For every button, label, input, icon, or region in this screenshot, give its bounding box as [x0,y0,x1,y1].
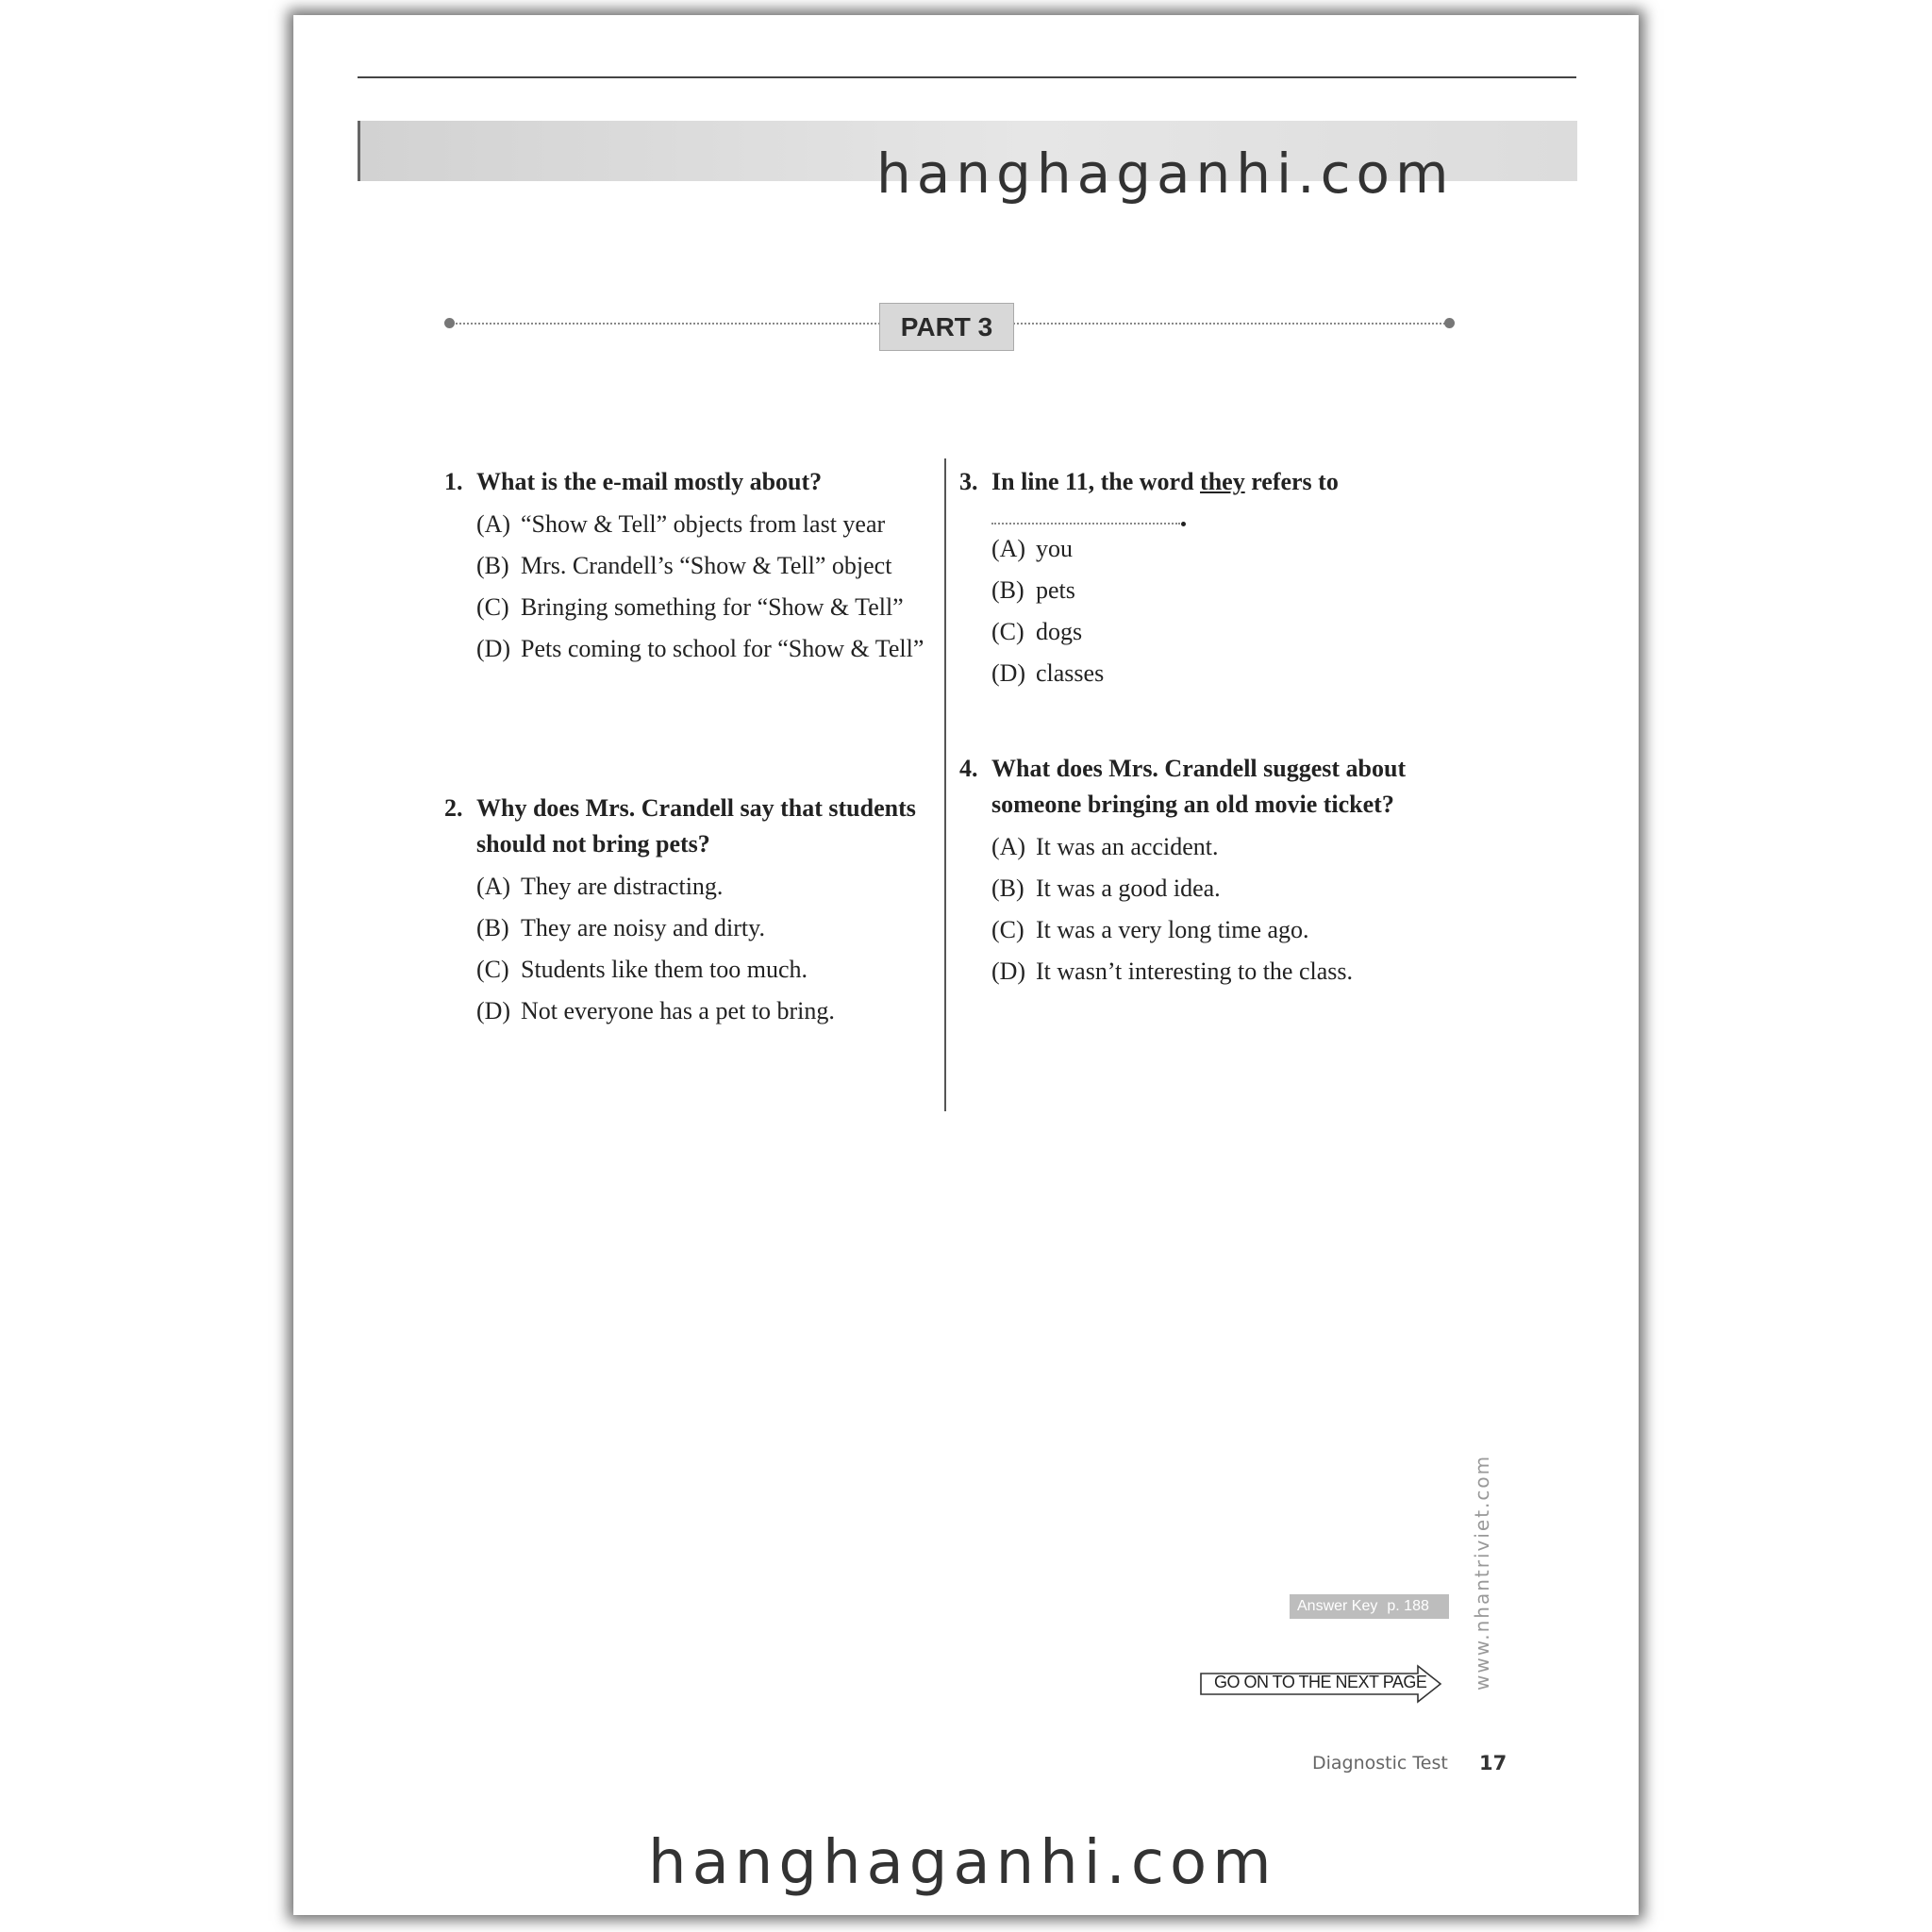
question-text: What does Mrs. Crandell suggest about someone bringing an old movie ticket? [991,755,1407,818]
question-text: Why does Mrs. Crandell say that students should not bring pets? [476,794,916,858]
option-c[interactable] [991,913,1450,947]
answer-key-ref: p. 188 [1387,1598,1429,1614]
option-a[interactable] [991,830,1450,864]
option-letter: (C) [991,618,1024,645]
question-number: 1. [444,468,463,495]
option-text: classes [1036,659,1105,687]
option-letter: (C) [991,916,1024,943]
answer-key-label: Answer Key [1297,1598,1378,1614]
column-divider [944,458,946,1111]
option-text: dogs [1036,618,1083,645]
footer-section-title: Diagnostic Test [1312,1753,1448,1774]
divider-dot-left [444,318,455,328]
question-text-start: In line 11, the word [991,468,1201,495]
option-c[interactable] [476,591,935,625]
option-letter: (A) [476,873,511,900]
option-letter: (B) [991,576,1024,604]
option-a[interactable] [476,508,935,541]
watermark-top: hanghaganhi.com [876,142,1455,206]
question-stem [959,464,1450,500]
divider-dot-right [1444,318,1455,328]
part-divider-right [1010,323,1449,326]
option-d[interactable] [991,657,1450,691]
option-c[interactable] [476,953,935,987]
answer-options [991,532,1450,691]
option-c[interactable] [991,615,1450,649]
blank-period [1181,522,1186,526]
option-text: you [1036,535,1073,562]
question-number: 2. [444,794,463,822]
option-b[interactable] [476,911,935,945]
answer-options [476,870,935,1028]
watermark-bottom: hanghaganhi.com [648,1828,1277,1898]
option-letter: (B) [476,552,509,579]
option-letter: (A) [991,535,1026,562]
answer-options [991,830,1450,989]
option-text: Students like them too much. [521,956,808,983]
option-text: “Show & Tell” objects from last year [521,510,886,538]
page-number: 17 [1479,1752,1507,1774]
option-b[interactable] [476,549,935,583]
underlined-word: they [1200,468,1245,495]
document-page [293,15,1639,1915]
option-text: Pets coming to school for “Show & Tell” [521,635,924,662]
option-letter: (D) [476,997,511,1024]
question-text: What is the e-mail mostly about? [476,468,823,495]
option-text: They are distracting. [521,873,724,900]
option-letter: (B) [476,914,509,941]
option-text: They are noisy and dirty. [521,914,765,941]
option-letter: (C) [476,593,509,621]
option-text: It was an accident. [1036,833,1219,860]
next-page-indicator[interactable] [1199,1664,1444,1704]
part-divider-left [449,323,883,326]
option-b[interactable] [991,872,1450,906]
answer-key-badge[interactable] [1290,1594,1449,1619]
question-4 [959,751,1450,989]
option-text: Bringing something for “Show & Tell” [521,593,904,621]
question-number: 4. [959,755,978,782]
option-b[interactable] [991,574,1450,608]
option-letter: (C) [476,956,509,983]
option-letter: (D) [991,659,1026,687]
question-text-end: refers to [1244,468,1339,495]
question-2 [444,791,935,1028]
option-letter: (D) [476,635,511,662]
option-d[interactable] [991,955,1450,989]
question-stem [444,464,935,500]
next-page-label: GO ON TO THE NEXT PAGE [1214,1673,1427,1691]
option-text: It wasn’t interesting to the class. [1036,958,1354,985]
answer-options [476,508,935,666]
question-stem [444,791,935,862]
part-heading: PART 3 [879,303,1014,351]
option-d[interactable] [476,994,935,1028]
option-text: It was a good idea. [1036,874,1221,902]
option-text: It was a very long time ago. [1036,916,1309,943]
fill-in-blank[interactable] [991,504,1180,525]
question-number: 3. [959,468,978,495]
option-d[interactable] [476,632,935,666]
option-letter: (A) [991,833,1026,860]
option-a[interactable] [991,532,1450,566]
option-text: pets [1036,576,1075,604]
option-text: Not everyone has a pet to bring. [521,997,835,1024]
option-a[interactable] [476,870,935,904]
header-rule [358,76,1576,78]
option-letter: (D) [991,958,1026,985]
option-text: Mrs. Crandell’s “Show & Tell” object [521,552,892,579]
question-text [991,464,1339,500]
option-letter: (A) [476,510,511,538]
option-letter: (B) [991,874,1024,902]
question-1 [444,464,935,666]
publisher-url: www.nhantriviet.com [1471,1454,1493,1690]
question-3 [959,464,1450,691]
question-stem [959,751,1450,823]
